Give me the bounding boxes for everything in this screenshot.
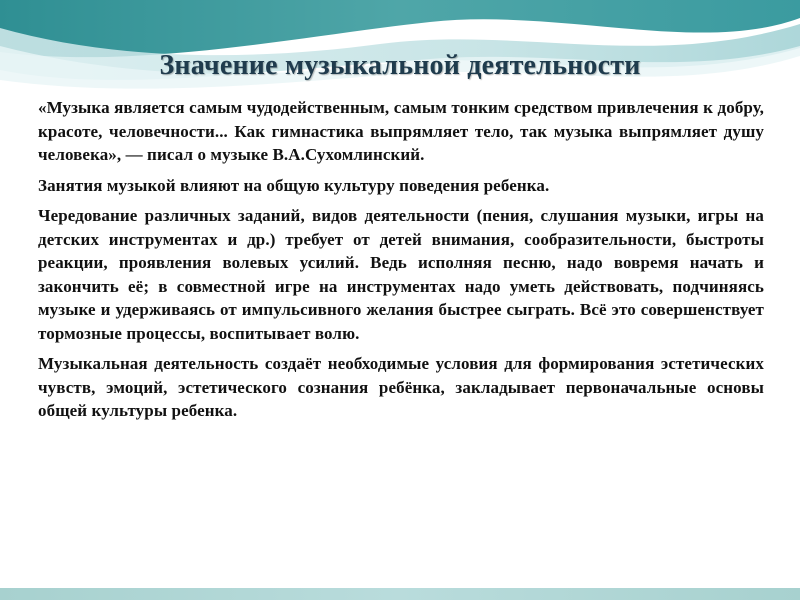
footer-bar [0,588,800,600]
slide-body [38,96,764,430]
paragraph-activities: Чередование различных заданий, видов деятельности (пения, слушания музыки, игры на детских инструментах и др.) требует от детей внимания, сообразительности, быстроты реакции, проявления волевых усилий. Ведь исполняя песню, надо вовремя начать и закончить её; в совместной игре на инструментах надо уметь действовать, подчиняясь музыке и удерживаясь от импульсивного желания быстрее сыграть. Всё это совершенствует тормозные процессы, воспитывает волю. [38,206,764,343]
paragraph-quote: «Музыка является самым чудодейственным, самым тонким средством привлечения к добру, красоте, человечности... Как гимнастика выпрямляет тело, так музыка выпрямляет душу человека», — писал о музыке В.А.Сухомлинский. [38,98,764,164]
slide-title: Значение музыкальной деятельности [159,50,641,81]
paragraph-conditions: Музыкальная деятельность создаёт необходимые условия для формирования эстетических чувств, эмоций, эстетического сознания ребёнка, закладывает первоначальные основы общей культуры ребенка. [38,354,764,420]
paragraph-influence: Занятия музыкой влияют на общую культуру поведения ребенка. [38,175,550,195]
